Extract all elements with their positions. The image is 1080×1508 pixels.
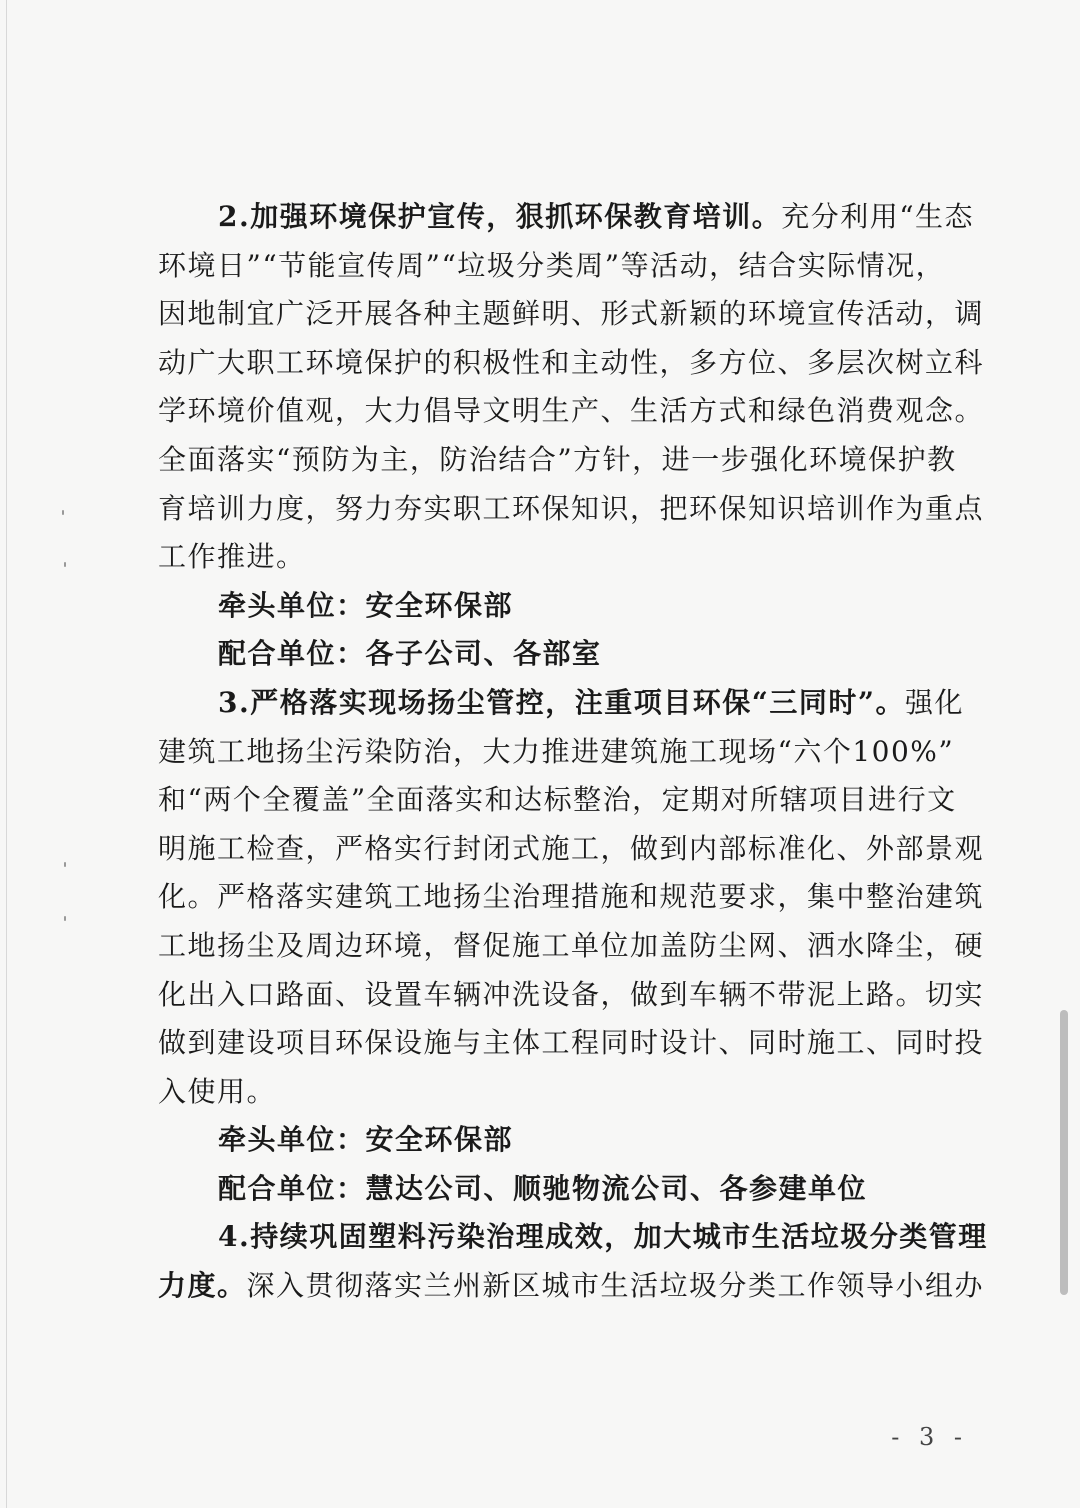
scan-speck: [64, 562, 66, 567]
scan-speck: [64, 862, 66, 867]
section3-coop-unit: [158, 1165, 970, 1214]
scan-speck: [62, 510, 64, 515]
section3-first-line: [158, 679, 970, 728]
paragraph-line: 学环境价值观，大力倡导文明生产、生活方式和绿色消费观念。: [158, 394, 985, 428]
lead-unit-value: 安全环保部: [365, 1123, 514, 1157]
section3-heading: 3.严格落实现场扬尘管控，注重项目环保“三同时”。: [218, 685, 905, 719]
paragraph-line: 育培训力度，努力夯实职工环保知识，把环保知识培训作为重点: [158, 491, 985, 525]
paragraph-line: 因地制宜广泛开展各种主题鲜明、形式新颖的环境宣传活动，调: [158, 297, 985, 331]
section2-first-line-text: 充分利用“生态: [781, 200, 975, 233]
paragraph-line: 建筑工地扬尘污染防治，大力推进建筑施工现场“六个100%”: [158, 734, 955, 768]
paragraph-line: 工地扬尘及周边环境，督促施工单位加盖防尘网、洒水降尘，硬: [158, 928, 985, 962]
section2-heading: 2.加强环境保护宣传，狠抓环保教育培训。: [218, 200, 782, 233]
section3-first-line-text: 强化: [904, 685, 964, 719]
paragraph-line: 化出入口路面、设置车辆冲洗设备，做到车辆不带泥上路。切实: [158, 977, 985, 1011]
lead-unit-label: 牵头单位：: [218, 588, 366, 622]
coop-unit-value: 各子公司、各部室: [365, 637, 602, 671]
paragraph-line: 化。严格落实建筑工地扬尘治理措施和规范要求，集中整治建筑: [158, 880, 985, 914]
coop-unit-label: 配合单位：: [218, 637, 366, 671]
coop-unit-value: 慧达公司、顺驰物流公司、各参建单位: [365, 1171, 868, 1205]
page-number: - 3 -: [891, 1423, 968, 1451]
section2-coop-unit: [158, 630, 970, 679]
coop-unit-label: 配合单位：: [218, 1171, 366, 1205]
paragraph-line: 做到建设项目环保设施与主体工程同时设计、同时施工、同时投: [158, 1026, 985, 1060]
paragraph-line: 动广大职工环境保护的积极性和主动性，多方位、多层次树立科: [158, 345, 985, 379]
paragraph-line: 明施工检查，严格实行封闭式施工，做到内部标准化、外部景观: [158, 831, 985, 865]
document-body: [158, 193, 988, 1311]
section2-first-line: [158, 193, 975, 242]
scrollbar-thumb[interactable]: [1060, 1010, 1068, 1295]
section2-lead-unit: [158, 582, 970, 631]
scan-speck: [64, 916, 66, 921]
section4-second-line: [158, 1262, 985, 1311]
paragraph-line: 入使用。: [158, 1074, 277, 1108]
lead-unit-label: 牵头单位：: [218, 1123, 366, 1157]
paragraph-line: 全面落实“预防为主，防治结合”方针，进一步强化环境保护教: [158, 442, 957, 476]
paragraph-line: 环境日”“节能宣传周”“垃圾分类周”等活动，结合实际情况，: [158, 248, 946, 282]
paragraph-line: 和“两个全覆盖”全面落实和达标整治，定期对所辖项目进行文: [158, 783, 957, 817]
section4-second-line-text: 深入贯彻落实兰州新区城市生活垃圾分类工作领导小组办: [246, 1269, 985, 1303]
section3-lead-unit: [158, 1116, 970, 1165]
paragraph-line: 工作推进。: [158, 540, 306, 574]
section4-heading: 4.持续巩固塑料污染治理成效，加大城市生活垃圾分类管理: [218, 1220, 988, 1254]
lead-unit-value: 安全环保部: [365, 588, 514, 622]
section4-heading-end: 力度。: [158, 1269, 247, 1303]
page-edge-line: [6, 0, 7, 1508]
